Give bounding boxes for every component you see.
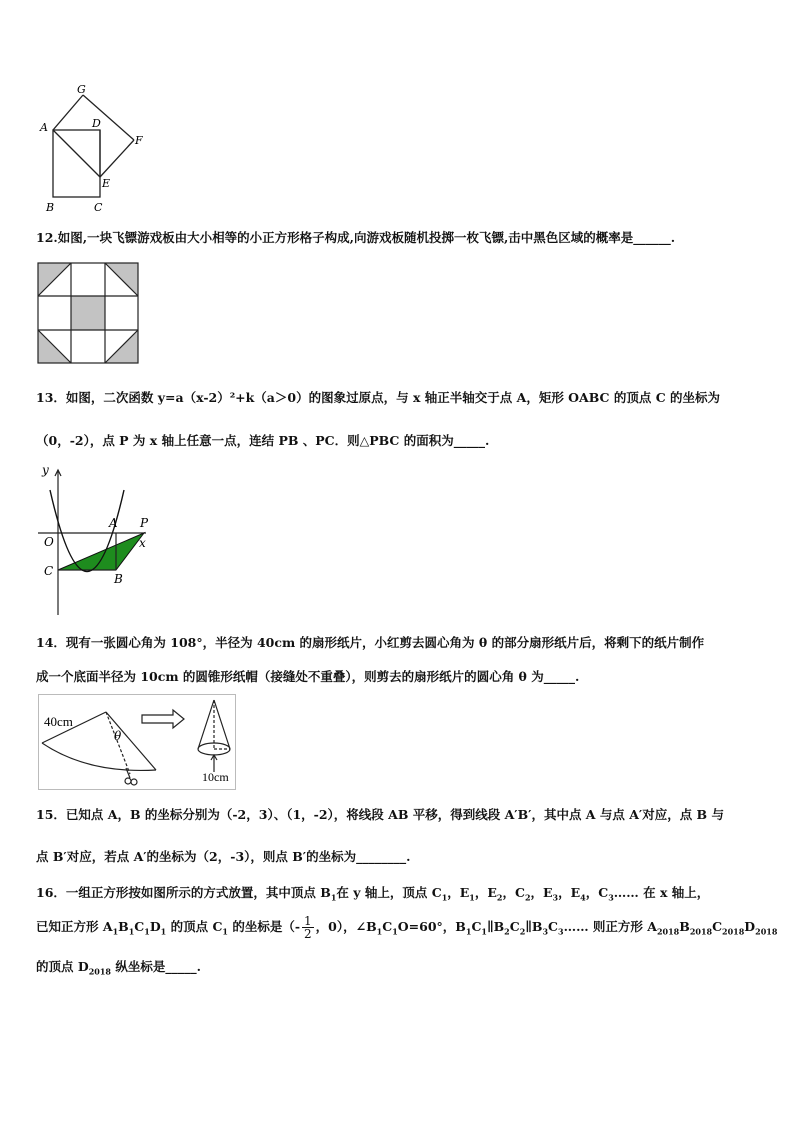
label-D: D — [92, 117, 101, 130]
label-C: C — [94, 201, 103, 214]
q14-sector-cone-figure — [38, 694, 236, 790]
label-x: x — [139, 536, 146, 550]
label-C: C — [44, 564, 54, 578]
label-A: A — [109, 516, 118, 530]
label-G: G — [77, 83, 86, 96]
q14-text-line2: 成一个底面半径为 10cm 的圆锥形纸帽（接缝处不重叠），则剪去的扇形纸片的圆心角 θ 为_____. — [36, 669, 580, 684]
q15-text-line2: 点 B′对应，若点 A′的坐标为（2，-3），则点 B′的坐标为________. — [36, 849, 411, 864]
q13-text-line1: 13．如图，二次函数 y=a（x-2）²+k（a＞0）的图象过原点，与 x 轴正半轴交于点 A，矩形 OABC 的顶点 C 的坐标为 — [36, 390, 721, 405]
fraction-one-half: $\frac{1}{2}$ — [304, 914, 312, 941]
label-O: O — [44, 535, 54, 549]
label-B: B — [114, 572, 123, 586]
label-y: y — [42, 463, 49, 477]
q16-text-line2: 已知正方形 $A_1B_1C_1D_1$ 的顶点 $C_1$ 的坐标是（- $\frac{1}{2}$ ，0），$\angle B_1C_1O=60^\circ$，$B_1C_1\parallel B_2C_2\parallel B_3C_3\dots\dots$ 则正方形 $A_{2018}B_{2018}C_{2018}D_{2018}$ — [36, 914, 778, 941]
label-E: E — [102, 177, 111, 190]
q11-figure — [38, 80, 148, 215]
q14-text-line1: 14．现有一张圆心角为 108°，半径为 40cm 的扇形纸片，小红剪去圆心角为 θ 的部分扇形纸片后，将剩下的纸片制作 — [36, 635, 705, 650]
q13-parabola-figure — [36, 460, 156, 620]
q16-text-line1: 16．一组正方形按如图所示的方式放置，其中顶点 $B_1$在 y 轴上，顶点 $C_1$，$E_1$，$E_2$，$C_2$，$E_3$，$E_4$，$C_3\dots\dots$ 在 x 轴上， — [36, 885, 710, 903]
label-10cm: 10cm — [202, 770, 229, 784]
q15-text-line1: 15．已知点 A，B 的坐标分别为（-2，3）、（1，-2），将线段 AB 平移，得到线段 A′B′，其中点 A 与点 A′对应，点 B 与 — [36, 807, 724, 822]
label-40cm: 40cm — [44, 714, 73, 729]
q16-text-line3: 的顶点 $D_{2018}$ 纵坐标是_____. — [36, 959, 201, 977]
label-A: A — [40, 121, 48, 134]
q13-text-line2: （0，-2），点 P 为 x 轴上任意一点，连结 PB 、PC．则△PBC 的面积为_____. — [36, 433, 490, 448]
q12-dartboard-figure — [37, 262, 139, 364]
label-P: P — [140, 516, 149, 530]
label-B: B — [46, 201, 55, 214]
label-theta: θ — [114, 729, 122, 743]
q12-text: 12.如图,一块飞镖游戏板由大小相等的小正方形格子构成,向游戏板随机投掷一枚飞镖,击中黑色区域的概率是______. — [36, 230, 676, 245]
label-F: F — [135, 134, 143, 147]
